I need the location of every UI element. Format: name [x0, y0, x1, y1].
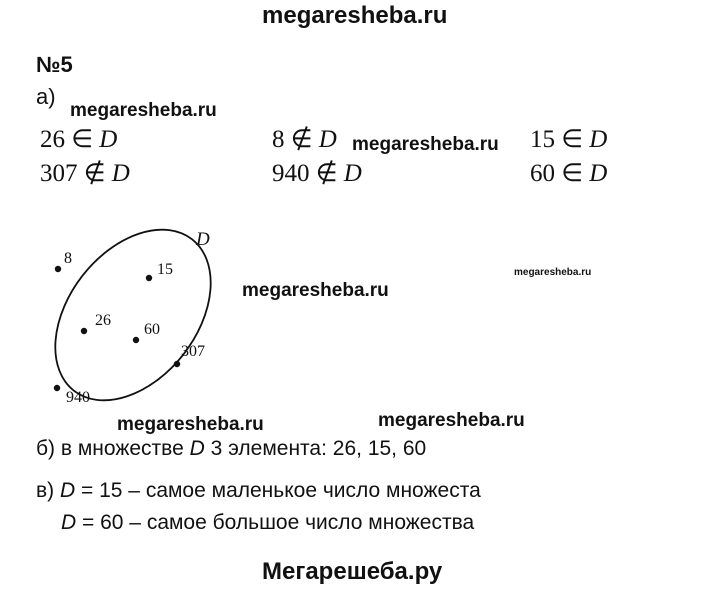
- problem-number: №5: [36, 52, 73, 77]
- label-15: 15: [157, 261, 173, 278]
- watermark-diagram: megaresheba.ru: [242, 280, 389, 301]
- relation-307-notin-d: 307 ∉ D: [40, 160, 130, 187]
- point-15: [146, 275, 152, 281]
- point-307: [174, 361, 180, 367]
- part-a-label: а): [36, 84, 56, 109]
- relation-26-in-d: 26 ∈ D: [40, 126, 118, 153]
- set-d-label: D: [196, 229, 210, 250]
- watermark-bottom-right: megaresheba.ru: [378, 410, 525, 431]
- relation-60-in-d: 60 ∈ D: [530, 160, 608, 187]
- watermark-small-right: megaresheba.ru: [514, 267, 592, 278]
- relation-15-in-d: 15 ∈ D: [530, 126, 608, 153]
- watermark-a: megaresheba.ru: [70, 100, 217, 121]
- part-v-line1: в) D = 15 – самое маленькое число множеста: [36, 479, 481, 502]
- label-26: 26: [95, 312, 111, 329]
- label-940: 940: [66, 389, 90, 406]
- label-307: 307: [181, 343, 205, 360]
- part-b-answer: б) в множестве D 3 элемента: 26, 15, 60: [36, 437, 427, 460]
- point-940: [54, 385, 60, 391]
- part-v-line2: D = 60 – самое большое число множества: [61, 511, 475, 534]
- watermark-row1: megaresheba.ru: [352, 134, 499, 155]
- point-60: [133, 337, 139, 343]
- point-26: [81, 328, 87, 334]
- top-watermark: megaresheba.ru: [262, 2, 448, 29]
- watermark-bottom-left: megaresheba.ru: [117, 414, 264, 435]
- footer-watermark: Мегарешеба.ру: [262, 558, 443, 585]
- relation-940-notin-d: 940 ∉ D: [272, 160, 362, 187]
- label-8: 8: [64, 250, 72, 267]
- point-8: [55, 266, 61, 272]
- relation-8-notin-d: 8 ∉ D: [272, 126, 337, 153]
- label-60: 60: [144, 321, 160, 338]
